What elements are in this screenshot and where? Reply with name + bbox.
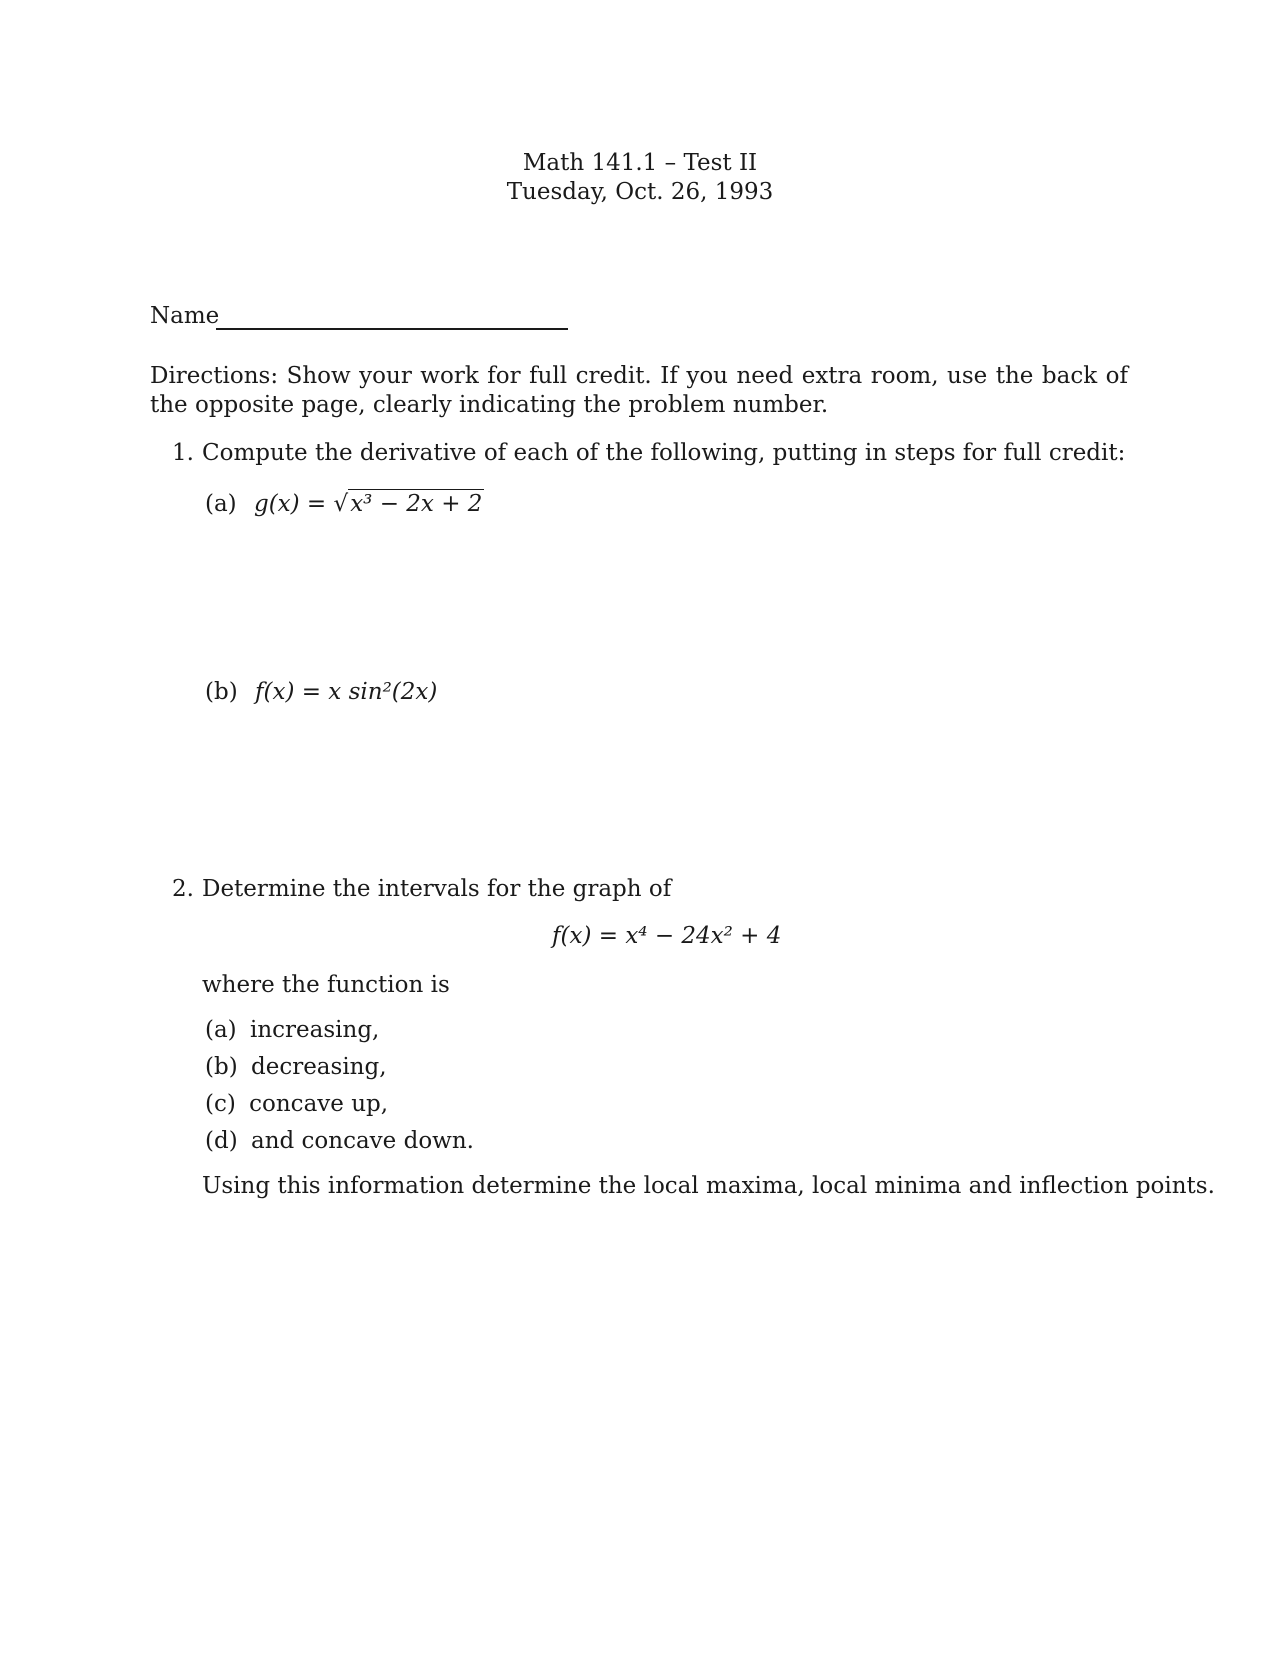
problem-2-lead: where the function is xyxy=(202,972,450,998)
problem-2-closing: Using this information determine the local maxima, local minima and inflection points. xyxy=(202,1173,1215,1199)
problem-1-number: 1. xyxy=(172,440,194,466)
test-title: Math 141.1 – Test II xyxy=(522,150,758,176)
problem-2-item-label: (a) xyxy=(205,1017,237,1043)
name-blank-line[interactable] xyxy=(216,328,568,330)
problem-1a-radicand: x³ − 2x + 2 xyxy=(350,491,483,517)
problem-1b xyxy=(205,679,437,705)
problem-2-item-text: decreasing, xyxy=(250,1054,387,1080)
problem-2-item-text: concave up, xyxy=(249,1091,389,1117)
test-date: Tuesday, Oct. 26, 1993 xyxy=(506,179,774,205)
problem-2-item-c xyxy=(205,1091,388,1117)
problem-2-item-label: (d) xyxy=(205,1128,238,1154)
problem-2-item-b xyxy=(205,1054,387,1080)
problem-2-item-text: increasing, xyxy=(249,1017,380,1043)
problem-1b-label: (b) xyxy=(205,679,238,705)
problem-2-number: 2. xyxy=(172,876,194,902)
problem-2-item-text: and concave down. xyxy=(250,1128,474,1154)
problem-2-item-d xyxy=(205,1128,474,1154)
directions: Directions: Show your work for full credit. If you need extra room, use the back of the opposite page, clearly indicating the problem number. xyxy=(150,363,1128,418)
problem-1a-lhs: g(x) = xyxy=(253,491,327,517)
problem-2-item-label: (c) xyxy=(205,1091,236,1117)
problem-2-function: f(x) = x⁴ − 24x² + 4 xyxy=(552,923,782,949)
sqrt-symbol-icon: √ xyxy=(333,491,349,517)
name-label: Name xyxy=(150,303,220,329)
problem-2-item-label: (b) xyxy=(205,1054,238,1080)
sqrt-expression xyxy=(334,489,485,517)
problem-1a xyxy=(205,489,484,517)
problem-1b-expression: f(x) = x sin²(2x) xyxy=(254,679,438,705)
problem-2-prompt: Determine the intervals for the graph of xyxy=(202,876,672,902)
problem-2-item-a xyxy=(205,1017,379,1043)
problem-1-prompt: Compute the derivative of each of the following, putting in steps for full credit: xyxy=(202,440,1126,466)
problem-1a-label: (a) xyxy=(205,491,237,517)
